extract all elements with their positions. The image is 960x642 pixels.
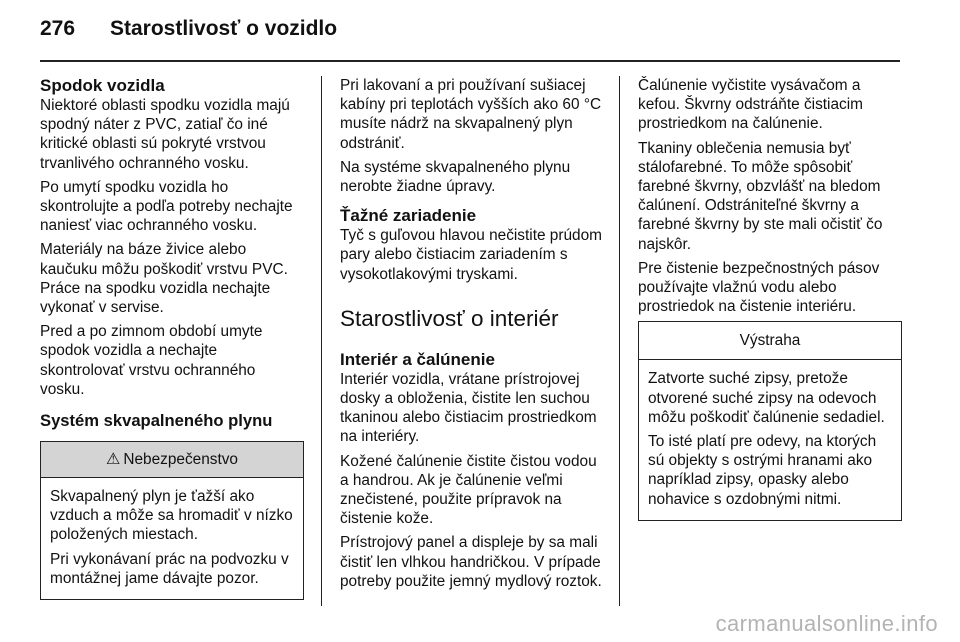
paragraph: Pri lakovaní a pri používaní sušiacej kabíny pri teplotách vyšších ako 60 °C musíte nádrž na skvapalnený plyn odstrániť. [340, 77, 602, 152]
paragraph: Interiér vozidla, vrátane prístrojovej dosky a obloženia, čistite len suchou tkaninou alebo čistiacim prostriedkom na interiéry. [340, 370, 597, 446]
page-header [40, 17, 337, 47]
watermark: carmanualsonline.info [715, 611, 938, 636]
paragraph: Materiály na báze živice alebo kaučuku môžu poškodiť vrstvu PVC. Práce na spodku vozidla nechajte vykonať v servise. [40, 241, 288, 317]
page-number: 276 [40, 17, 76, 40]
danger-box-header [41, 442, 303, 478]
column-divider-2 [619, 76, 620, 606]
paragraph: Na systéme skvapalneného plynu nerobte žiadne úpravy. [340, 158, 571, 196]
column-divider-1 [321, 76, 322, 606]
paragraph: Pre čistenie bezpečnostných pásov používajte vlažnú vodu alebo prostriedok na čistenie interiéru. [638, 259, 880, 316]
heading-towing: Ťažné zariadenie [340, 206, 477, 226]
paragraph: Niektoré oblasti spodku vozidla majú spodný náter z PVC, zatiaľ čo iné kritické oblasti sú pokryté vrstvou trvanlivého ochranného vosku. [40, 97, 290, 172]
paragraph: Kožené čalúnenie čistite čistou vodou a handrou. Ak je čalúnenie veľmi znečistené, použite prípravok na čistenie kože. [340, 452, 597, 528]
danger-box [40, 441, 304, 600]
paragraph: Čalúnenie vyčistite vysávačom a kefou. Škvrny odstráňte čistiacim prostriedkom na čalúnenie. [638, 77, 863, 133]
paragraph: Skvapalnený plyn je ťažší ako vzduch a môže sa hromadiť v nízko položených miestach. [50, 488, 293, 544]
heading-interior-care: Starostlivosť o interiér [340, 305, 559, 331]
header-divider [40, 60, 900, 62]
warning-triangle-icon: ⚠ [106, 450, 121, 468]
paragraph: To isté platí pre odevy, na ktorých sú objekty s ostrými hranami ako napríklad zipsy, opasky alebo nohavice s ozdobnými nitmi. [648, 433, 877, 508]
warning-box [638, 321, 902, 520]
warning-box-title: Výstraha [739, 332, 801, 350]
heading-lpg-system: Systém skvapalneného plynu [40, 411, 273, 431]
page-title: Starostlivosť o vozidlo [110, 17, 338, 40]
danger-box-body [41, 478, 303, 599]
column-3 [638, 76, 902, 521]
warning-box-header [639, 322, 901, 360]
heading-interior-upholstery: Interiér a čalúnenie [340, 349, 495, 369]
column-1 [40, 76, 304, 600]
column-2 [340, 76, 604, 596]
danger-box-title: Nebezpečenstvo [123, 450, 238, 468]
paragraph: Po umytí spodku vozidla ho skontrolujte a podľa potreby nechajte naniesť viac ochranného vosku. [40, 178, 293, 235]
paragraph: Pred a po zimnom období umyte spodok vozidla a nechajte skontrolovať vrstvu ochranného vosku. [40, 323, 263, 398]
paragraph: Tkaniny oblečenia nemusia byť stálofarebné. To môže spôsobiť farebné škvrny, obzvlášť na bledom čalúnení. Odstrániteľné škvrny a farebné škvrny by ste mali očistiť čo najskôr. [638, 139, 883, 253]
warning-box-body [639, 360, 901, 519]
paragraph: Prístrojový panel a displeje by sa mali čistiť len vlhkou handričkou. V prípade potreby použite jemný mydlový roztok. [340, 534, 602, 590]
heading-underbody: Spodok vozidla [40, 76, 165, 95]
paragraph: Tyč s guľovou hlavou nečistite prúdom pary alebo čistiacim zariadením s vysokotlakovými tryskami. [340, 227, 602, 283]
paragraph: Zatvorte suché zipsy, pretože otvorené suché zipsy na odevoch môžu poškodiť čalúnenie sedadiel. [648, 370, 885, 426]
paragraph: Pri vykonávaní prác na podvozku v montážnej jame dávajte pozor. [50, 550, 289, 587]
